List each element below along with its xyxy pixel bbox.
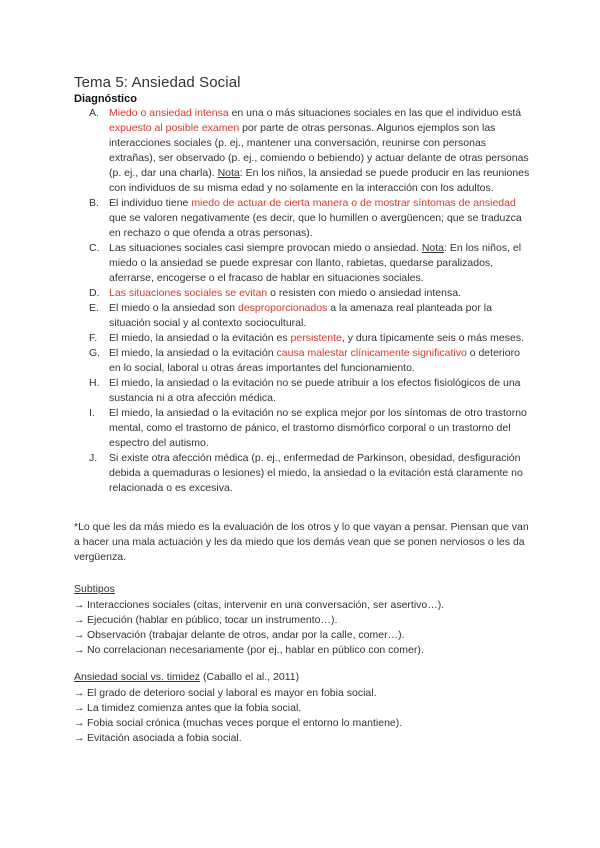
arrow-right-icon: → (74, 717, 85, 729)
comparison-item-text: Fobia social crónica (muchas veces porque el entorno lo mantiene). (87, 717, 403, 729)
criterion-text: : En los niños, la ansiedad se puede producir en las reuniones con individuos de su misma edad y no solamente en la interacción con los adultos. (109, 167, 530, 194)
criterion-item (74, 331, 530, 346)
criterion-text: El individuo tiene (109, 197, 192, 209)
criterion-item (74, 376, 530, 406)
criterion-text: El miedo o la ansiedad son (109, 302, 238, 314)
criterion-text: que se valoren negativamente (es decir, que lo humillen o avergüencen; que se traduzca en rechazo o que ofenda a otras personas). (109, 212, 522, 239)
underlined-text: Nota (421, 242, 445, 254)
subtypes-item-text: Observación (trabajar delante de otros, andar por la calle, comer…). (87, 629, 405, 641)
comparison-item-text: La timidez comienza antes que la fobia social. (87, 702, 302, 714)
criterion-letter: E. (89, 302, 99, 314)
arrow-right-icon: → (74, 629, 85, 641)
criterion-text: a la amenaza real planteada por la situación social y al contexto sociocultural. (109, 302, 492, 329)
criterion-text: o deterioro en lo social, laboral u otras áreas importantes del funcionamiento. (109, 347, 520, 374)
criterion-item (74, 106, 530, 196)
criterion-text: El miedo, la ansiedad o la evitación (109, 347, 277, 359)
criterion-letter: G. (89, 347, 101, 359)
arrow-right-icon: → (74, 732, 85, 744)
subtypes-list (74, 598, 534, 658)
criterion-letter: J. (89, 452, 98, 464)
subtypes-item (74, 598, 534, 613)
comparison-item (74, 731, 534, 746)
arrow-right-icon: → (74, 614, 85, 626)
arrow-right-icon: → (74, 702, 85, 714)
highlighted-text: expuesto al posible examen (109, 122, 240, 134)
criterion-letter: B. (89, 197, 99, 209)
criterion-letter: C. (89, 242, 100, 254)
criterion-letter: A. (89, 107, 99, 119)
comparison-list (74, 686, 534, 746)
comparison-item (74, 701, 534, 716)
highlighted-text: miedo de actuar de cierta manera o de mostrar síntomas de ansiedad (191, 197, 516, 209)
criterion-text: El miedo, la ansiedad o la evitación no se puede atribuir a los efectos fisiológicos de una sustancia ni a otra afección médica. (109, 377, 521, 404)
criterion-text: El miedo, la ansiedad o la evitación no se explica mejor por los síntomas de otro trastorno mental, como el trastorno de pánico, el trastorno dismórfico corporal o un trastorno del espectro del autismo. (109, 407, 527, 449)
section-heading-diagnostico: Diagnóstico (74, 93, 137, 105)
subtypes-item-text: Ejecución (hablar en público, tocar un instrumento…). (87, 614, 338, 626)
comparison-item (74, 716, 534, 731)
note-paragraph: *Lo que les da más miedo es la evaluación de los otros y lo que vayan a pensar. Piensan que van a hacer una mala actuación y les da miedo que los demás vean que se ponen nerviosos o les da vergüenza. (74, 521, 529, 563)
criterion-text: Si existe otra afección médica (p. ej., enfermedad de Parkinson, obesidad, desfiguración debida a quemaduras o lesiones) el miedo, la ansiedad o la evitación está claramente no relacionada o es excesiva. (109, 452, 523, 494)
criterion-text: por parte de otras personas. Algunos ejemplos son las interacciones sociales (p. ej., mantener una conversación, reunirse con personas extrañas), ser observado (p. ej., comiendo o bebiendo) y actuar delante de otras personas (p. ej., dar una charla). (109, 122, 529, 179)
criterion-item (74, 241, 530, 286)
criterion-text: El miedo, la ansiedad o la evitación es (109, 332, 291, 344)
subtypes-heading: Subtipos (74, 583, 115, 595)
highlighted-text: Las situaciones sociales se evitan (109, 287, 268, 299)
subtypes-item (74, 628, 534, 643)
diagnostic-criteria-list (74, 106, 530, 496)
criterion-letter: D. (89, 287, 100, 299)
criterion-text: o resisten con miedo o ansiedad intensa. (267, 287, 461, 299)
comparison-citation: (Caballo el al., 2011) (200, 671, 300, 683)
comparison-item-text: Evitación asociada a fobia social. (87, 732, 242, 744)
arrow-right-icon: → (74, 644, 85, 656)
comparison-item (74, 686, 534, 701)
subtypes-item (74, 613, 534, 628)
criterion-item (74, 301, 530, 331)
arrow-right-icon: → (74, 599, 85, 611)
subtypes-item-text: Interacciones sociales (citas, intervenir en una conversación, ser asertivo…). (87, 599, 445, 611)
subtypes-item (74, 643, 534, 658)
highlighted-text: desproporcionados (238, 302, 328, 314)
criterion-letter: I. (89, 407, 95, 419)
comparison-heading: Ansiedad social vs. timidez (74, 671, 201, 683)
criterion-item (74, 286, 530, 301)
subtypes-item-text: No correlacionan necesariamente (por ej., hablar en público con comer). (87, 644, 424, 656)
comparison-heading-line (74, 671, 299, 683)
criterion-item (74, 196, 530, 241)
page-title: Tema 5: Ansiedad Social (74, 74, 241, 91)
criterion-text: : En los niños, el miedo o la ansiedad se puede expresar con llanto, rabietas, quedarse paralizados, aferrarse, encogerse o el fracaso de hablar en situaciones sociales. (109, 242, 522, 284)
highlighted-text: causa malestar clínicamente significativo (276, 347, 467, 359)
criterion-letter: F. (89, 332, 98, 344)
criterion-item (74, 406, 530, 451)
arrow-right-icon: → (74, 687, 85, 699)
criterion-item (74, 346, 530, 376)
criterion-text: , y dura típicamente seis o más meses. (341, 332, 524, 344)
criterion-text: Las situaciones sociales casi siempre provocan miedo o ansiedad. (109, 242, 422, 254)
comparison-item-text: El grado de deterioro social y laboral es mayor en fobia social. (87, 687, 377, 699)
highlighted-text: Miedo o ansiedad intensa (109, 107, 229, 119)
criterion-item (74, 451, 530, 496)
criterion-text: en una o más situaciones sociales en las que el individuo está (228, 107, 522, 119)
highlighted-text: persistente (290, 332, 342, 344)
underlined-text: Nota (217, 167, 240, 179)
criterion-letter: H. (89, 377, 100, 389)
